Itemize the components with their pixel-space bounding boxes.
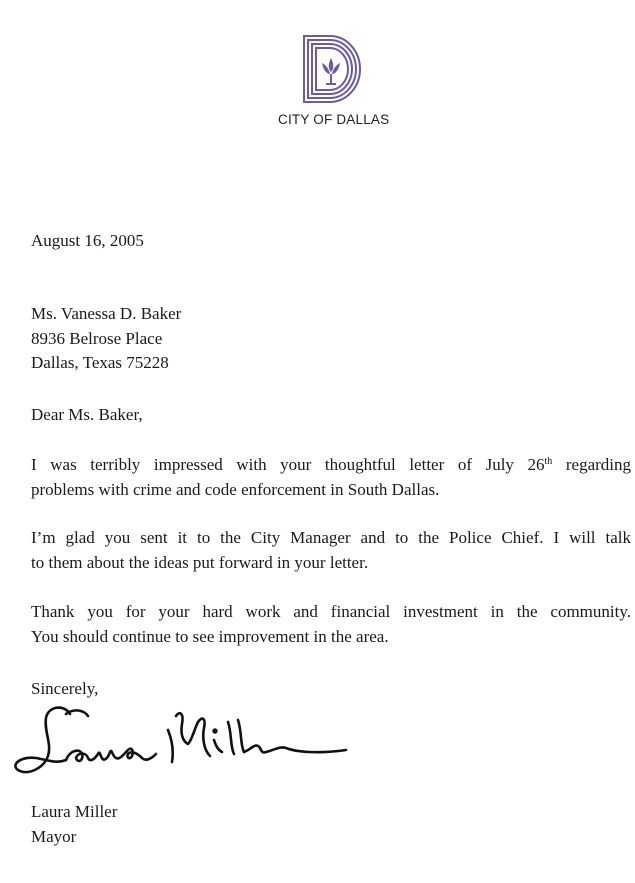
paragraph-1-line-2: problems with crime and code enforcement in South Dallas.	[31, 479, 440, 499]
paragraph-3-line-1: Thank you for your hard work and financial investment in the community.	[31, 602, 631, 621]
paragraph-3	[31, 600, 631, 649]
recipient-address	[31, 302, 631, 376]
city-of-dallas-d-logo-icon	[302, 34, 364, 104]
paragraph-1-line-1-end: regarding	[552, 455, 631, 474]
paragraph-2	[31, 526, 631, 575]
paragraph-1-line-1-text: I was terribly impressed with your thoughtful letter of July 26	[31, 455, 545, 474]
organization-name: CITY OF DALLAS	[278, 112, 390, 127]
closing: Sincerely,	[31, 679, 99, 698]
handwritten-signature-icon	[8, 700, 358, 786]
signer-name: Laura Miller	[31, 802, 118, 821]
salutation: Dear Ms. Baker,	[31, 405, 143, 424]
recipient-street: 8936 Belrose Place	[31, 328, 163, 348]
paragraph-1	[31, 453, 631, 502]
ordinal-suffix: th	[544, 456, 553, 467]
paragraph-2-line-1: I’m glad you sent it to the City Manager and to the Police Chief. I will talk	[31, 528, 631, 547]
paragraph-2-line-2: to them about the ideas put forward in your letter.	[31, 552, 369, 572]
recipient-city-state-zip: Dallas, Texas 75228	[31, 353, 169, 372]
recipient-name: Ms. Vanessa D. Baker	[31, 304, 182, 323]
signer-title: Mayor	[31, 827, 77, 846]
paragraph-1-line-1	[31, 453, 631, 478]
paragraph-3-line-2: You should continue to see improvement in the area.	[31, 626, 389, 646]
letterhead	[0, 28, 635, 138]
letter-date: August 16, 2005	[31, 231, 144, 250]
